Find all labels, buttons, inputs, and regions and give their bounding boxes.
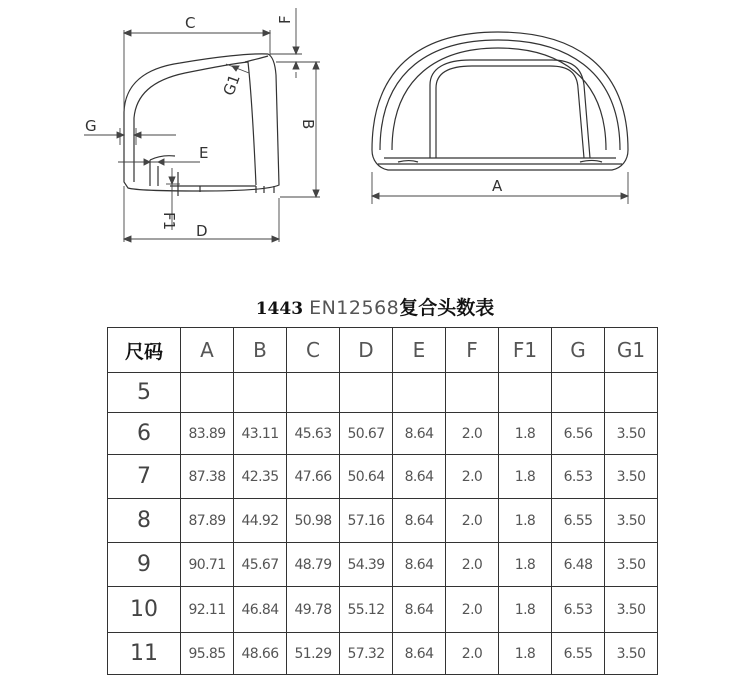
label-g: G	[85, 117, 97, 135]
value-cell: 1.8	[499, 413, 552, 455]
value-cell: 1.8	[499, 587, 552, 633]
value-cell: 46.84	[234, 587, 287, 633]
value-cell: 42.35	[234, 455, 287, 499]
value-cell: 3.50	[605, 543, 658, 587]
size-cell: 11	[108, 633, 181, 675]
value-cell: 6.55	[552, 499, 605, 543]
value-cell: 6.53	[552, 587, 605, 633]
size-cell: 6	[108, 413, 181, 455]
value-cell: 6.56	[552, 413, 605, 455]
value-cell: 8.64	[393, 455, 446, 499]
value-cell: 50.98	[287, 499, 340, 543]
table-row	[108, 373, 658, 413]
label-d: D	[196, 222, 208, 240]
label-e: E	[199, 144, 209, 162]
value-cell: 47.66	[287, 455, 340, 499]
label-a: A	[492, 177, 503, 195]
label-f: F	[276, 15, 294, 24]
value-cell: 8.64	[393, 499, 446, 543]
title-number: 1443	[255, 299, 304, 319]
header-cell: F1	[499, 328, 552, 373]
value-cell: 3.50	[605, 633, 658, 675]
value-cell: 8.64	[393, 587, 446, 633]
value-cell: 2.0	[446, 587, 499, 633]
value-cell: 51.29	[287, 633, 340, 675]
value-cell: 1.8	[499, 499, 552, 543]
value-cell: 1.8	[499, 633, 552, 675]
label-b: B	[299, 119, 317, 130]
front-view	[372, 32, 628, 170]
value-cell: 55.12	[340, 587, 393, 633]
size-cell: 7	[108, 455, 181, 499]
value-cell	[393, 373, 446, 413]
header-cell: A	[181, 328, 234, 373]
value-cell	[340, 373, 393, 413]
value-cell: 3.50	[605, 587, 658, 633]
header-cell: 尺码	[108, 328, 181, 373]
label-c: C	[185, 14, 196, 32]
front-view-window	[430, 60, 590, 158]
label-g1: G1	[219, 71, 244, 99]
value-cell: 43.11	[234, 413, 287, 455]
size-cell: 9	[108, 543, 181, 587]
size-cell: 10	[108, 587, 181, 633]
header-cell: G	[552, 328, 605, 373]
side-view-dimensions	[84, 8, 320, 242]
header-cell: C	[287, 328, 340, 373]
size-cell: 5	[108, 373, 181, 413]
value-cell: 50.64	[340, 455, 393, 499]
value-cell: 3.50	[605, 455, 658, 499]
value-cell	[605, 373, 658, 413]
value-cell: 48.79	[287, 543, 340, 587]
value-cell: 6.55	[552, 633, 605, 675]
value-cell: 2.0	[446, 633, 499, 675]
value-cell: 44.92	[234, 499, 287, 543]
value-cell	[552, 373, 605, 413]
header-cell: F	[446, 328, 499, 373]
value-cell: 1.8	[499, 543, 552, 587]
title-chinese: 复合头数表	[399, 297, 495, 319]
size-spec-table	[107, 327, 658, 675]
header-cell: G1	[605, 328, 658, 373]
value-cell: 83.89	[181, 413, 234, 455]
value-cell: 1.8	[499, 455, 552, 499]
value-cell: 8.64	[393, 413, 446, 455]
value-cell: 48.66	[234, 633, 287, 675]
table-row	[108, 499, 658, 543]
value-cell: 6.48	[552, 543, 605, 587]
value-cell: 87.38	[181, 455, 234, 499]
value-cell: 57.32	[340, 633, 393, 675]
value-cell	[446, 373, 499, 413]
side-view	[124, 54, 279, 196]
value-cell: 8.64	[393, 633, 446, 675]
header-cell: E	[393, 328, 446, 373]
table-title	[0, 293, 750, 320]
value-cell: 57.16	[340, 499, 393, 543]
value-cell: 2.0	[446, 413, 499, 455]
value-cell: 2.0	[446, 455, 499, 499]
value-cell: 3.50	[605, 413, 658, 455]
value-cell: 8.64	[393, 543, 446, 587]
header-row	[108, 328, 658, 373]
value-cell: 50.67	[340, 413, 393, 455]
value-cell: 2.0	[446, 543, 499, 587]
value-cell: 90.71	[181, 543, 234, 587]
side-view-cap-line	[245, 56, 268, 62]
table-row	[108, 543, 658, 587]
size-cell: 8	[108, 499, 181, 543]
value-cell	[234, 373, 287, 413]
header-cell: D	[340, 328, 393, 373]
value-cell: 87.89	[181, 499, 234, 543]
value-cell: 54.39	[340, 543, 393, 587]
toe-cap-technical-drawing	[0, 0, 750, 290]
label-f1: F1	[160, 212, 178, 231]
value-cell	[499, 373, 552, 413]
value-cell: 2.0	[446, 499, 499, 543]
table-row	[108, 455, 658, 499]
table-row	[108, 413, 658, 455]
value-cell: 92.11	[181, 587, 234, 633]
table-row	[108, 633, 658, 675]
value-cell: 45.63	[287, 413, 340, 455]
value-cell	[181, 373, 234, 413]
table-body	[108, 328, 658, 675]
value-cell	[287, 373, 340, 413]
table-row	[108, 587, 658, 633]
title-standard: EN12568	[309, 297, 400, 319]
value-cell: 6.53	[552, 455, 605, 499]
value-cell: 45.67	[234, 543, 287, 587]
value-cell: 49.78	[287, 587, 340, 633]
header-cell: B	[234, 328, 287, 373]
value-cell: 3.50	[605, 499, 658, 543]
value-cell: 95.85	[181, 633, 234, 675]
